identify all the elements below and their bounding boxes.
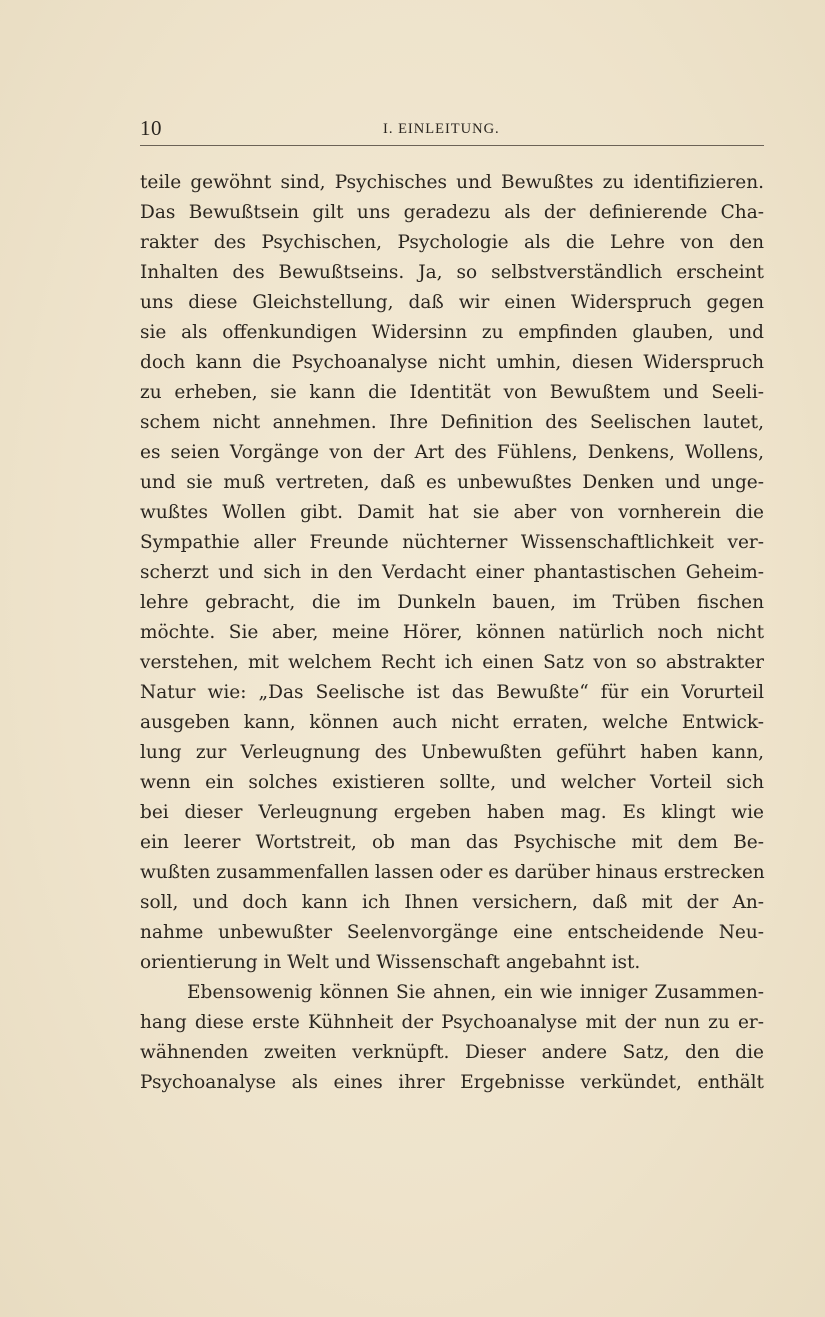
text-line: Psychoanalyse als eines ihrer Ergebnisse verkündet, enthält (140, 1072, 764, 1093)
paragraph-end-line: orientierung in Welt und Wissenschaft angebahnt ist. (140, 952, 641, 973)
text-line: lung zur Verleugnung des Unbewußten geführt haben kann, (140, 742, 764, 763)
text-line: hang diese erste Kühnheit der Psychoanalyse mit der nun zu er- (140, 1012, 764, 1033)
text-line: teile gewöhnt sind, Psychisches und Bewußtes zu identifizieren. (140, 172, 764, 193)
text-line: zu erheben, sie kann die Identität von Bewußtem und Seeli- (140, 382, 764, 403)
text-line: und sie muß vertreten, daß es unbewußtes Denken und unge- (140, 472, 764, 493)
text-line: bei dieser Verleugnung ergeben haben mag. Es klingt wie (140, 802, 764, 823)
text-line: lehre gebracht, die im Dunkeln bauen, im Trüben fischen (140, 592, 764, 613)
paragraph-start-line: Ebensowenig können Sie ahnen, ein wie inniger Zusammen- (187, 982, 764, 1003)
text-line: es seien Vorgänge von der Art des Fühlens, Denkens, Wollens, (140, 442, 764, 463)
text-line: Das Bewußtsein gilt uns geradezu als der definierende Cha- (140, 202, 764, 223)
text-line: verstehen, mit welchem Recht ich einen Satz von so abstrakter (140, 652, 764, 673)
body-text (140, 168, 764, 1098)
text-line: ein leerer Wortstreit, ob man das Psychische mit dem Be- (140, 832, 764, 853)
page-number: 10 (140, 116, 162, 140)
text-line: rakter des Psychischen, Psychologie als die Lehre von den (140, 232, 764, 253)
text-line: wußtes Wollen gibt. Damit hat sie aber von vornherein die (140, 502, 764, 523)
text-line: wußten zusammenfallen lassen oder es darüber hinaus erstrecken (140, 862, 765, 883)
text-line: Natur wie: „Das Seelische ist das Bewußte“ für ein Vorurteil (140, 682, 764, 703)
text-line: uns diese Gleichstellung, daß wir einen Widerspruch gegen (140, 292, 764, 313)
text-line: sie als offenkundigen Widersinn zu empfinden glauben, und (140, 322, 764, 343)
text-line: doch kann die Psychoanalyse nicht umhin, diesen Widerspruch (140, 352, 764, 373)
text-line: schem nicht annehmen. Ihre Definition des Seelischen lautet, (140, 412, 764, 433)
text-line: wenn ein solches existieren sollte, und welcher Vorteil sich (140, 772, 764, 793)
text-line: nahme unbewußter Seelenvorgänge eine entscheidende Neu- (140, 922, 764, 943)
text-line: soll, und doch kann ich Ihnen versichern, daß mit der An- (140, 892, 764, 913)
section-title: I. EINLEITUNG. (383, 121, 500, 137)
text-line: scherzt und sich in den Verdacht einer phantastischen Geheim- (140, 562, 764, 583)
text-line: möchte. Sie aber, meine Hörer, können natürlich noch nicht (140, 622, 764, 643)
running-head (140, 116, 764, 142)
header-rule (140, 145, 764, 146)
text-line: wähnenden zweiten verknüpft. Dieser andere Satz, den die (140, 1042, 764, 1063)
text-line: Sympathie aller Freunde nüchterner Wissenschaftlichkeit ver- (140, 532, 764, 553)
text-line: ausgeben kann, können auch nicht erraten, welche Entwick- (140, 712, 764, 733)
text-line: Inhalten des Bewußtseins. Ja, so selbstverständlich erscheint (140, 262, 764, 283)
